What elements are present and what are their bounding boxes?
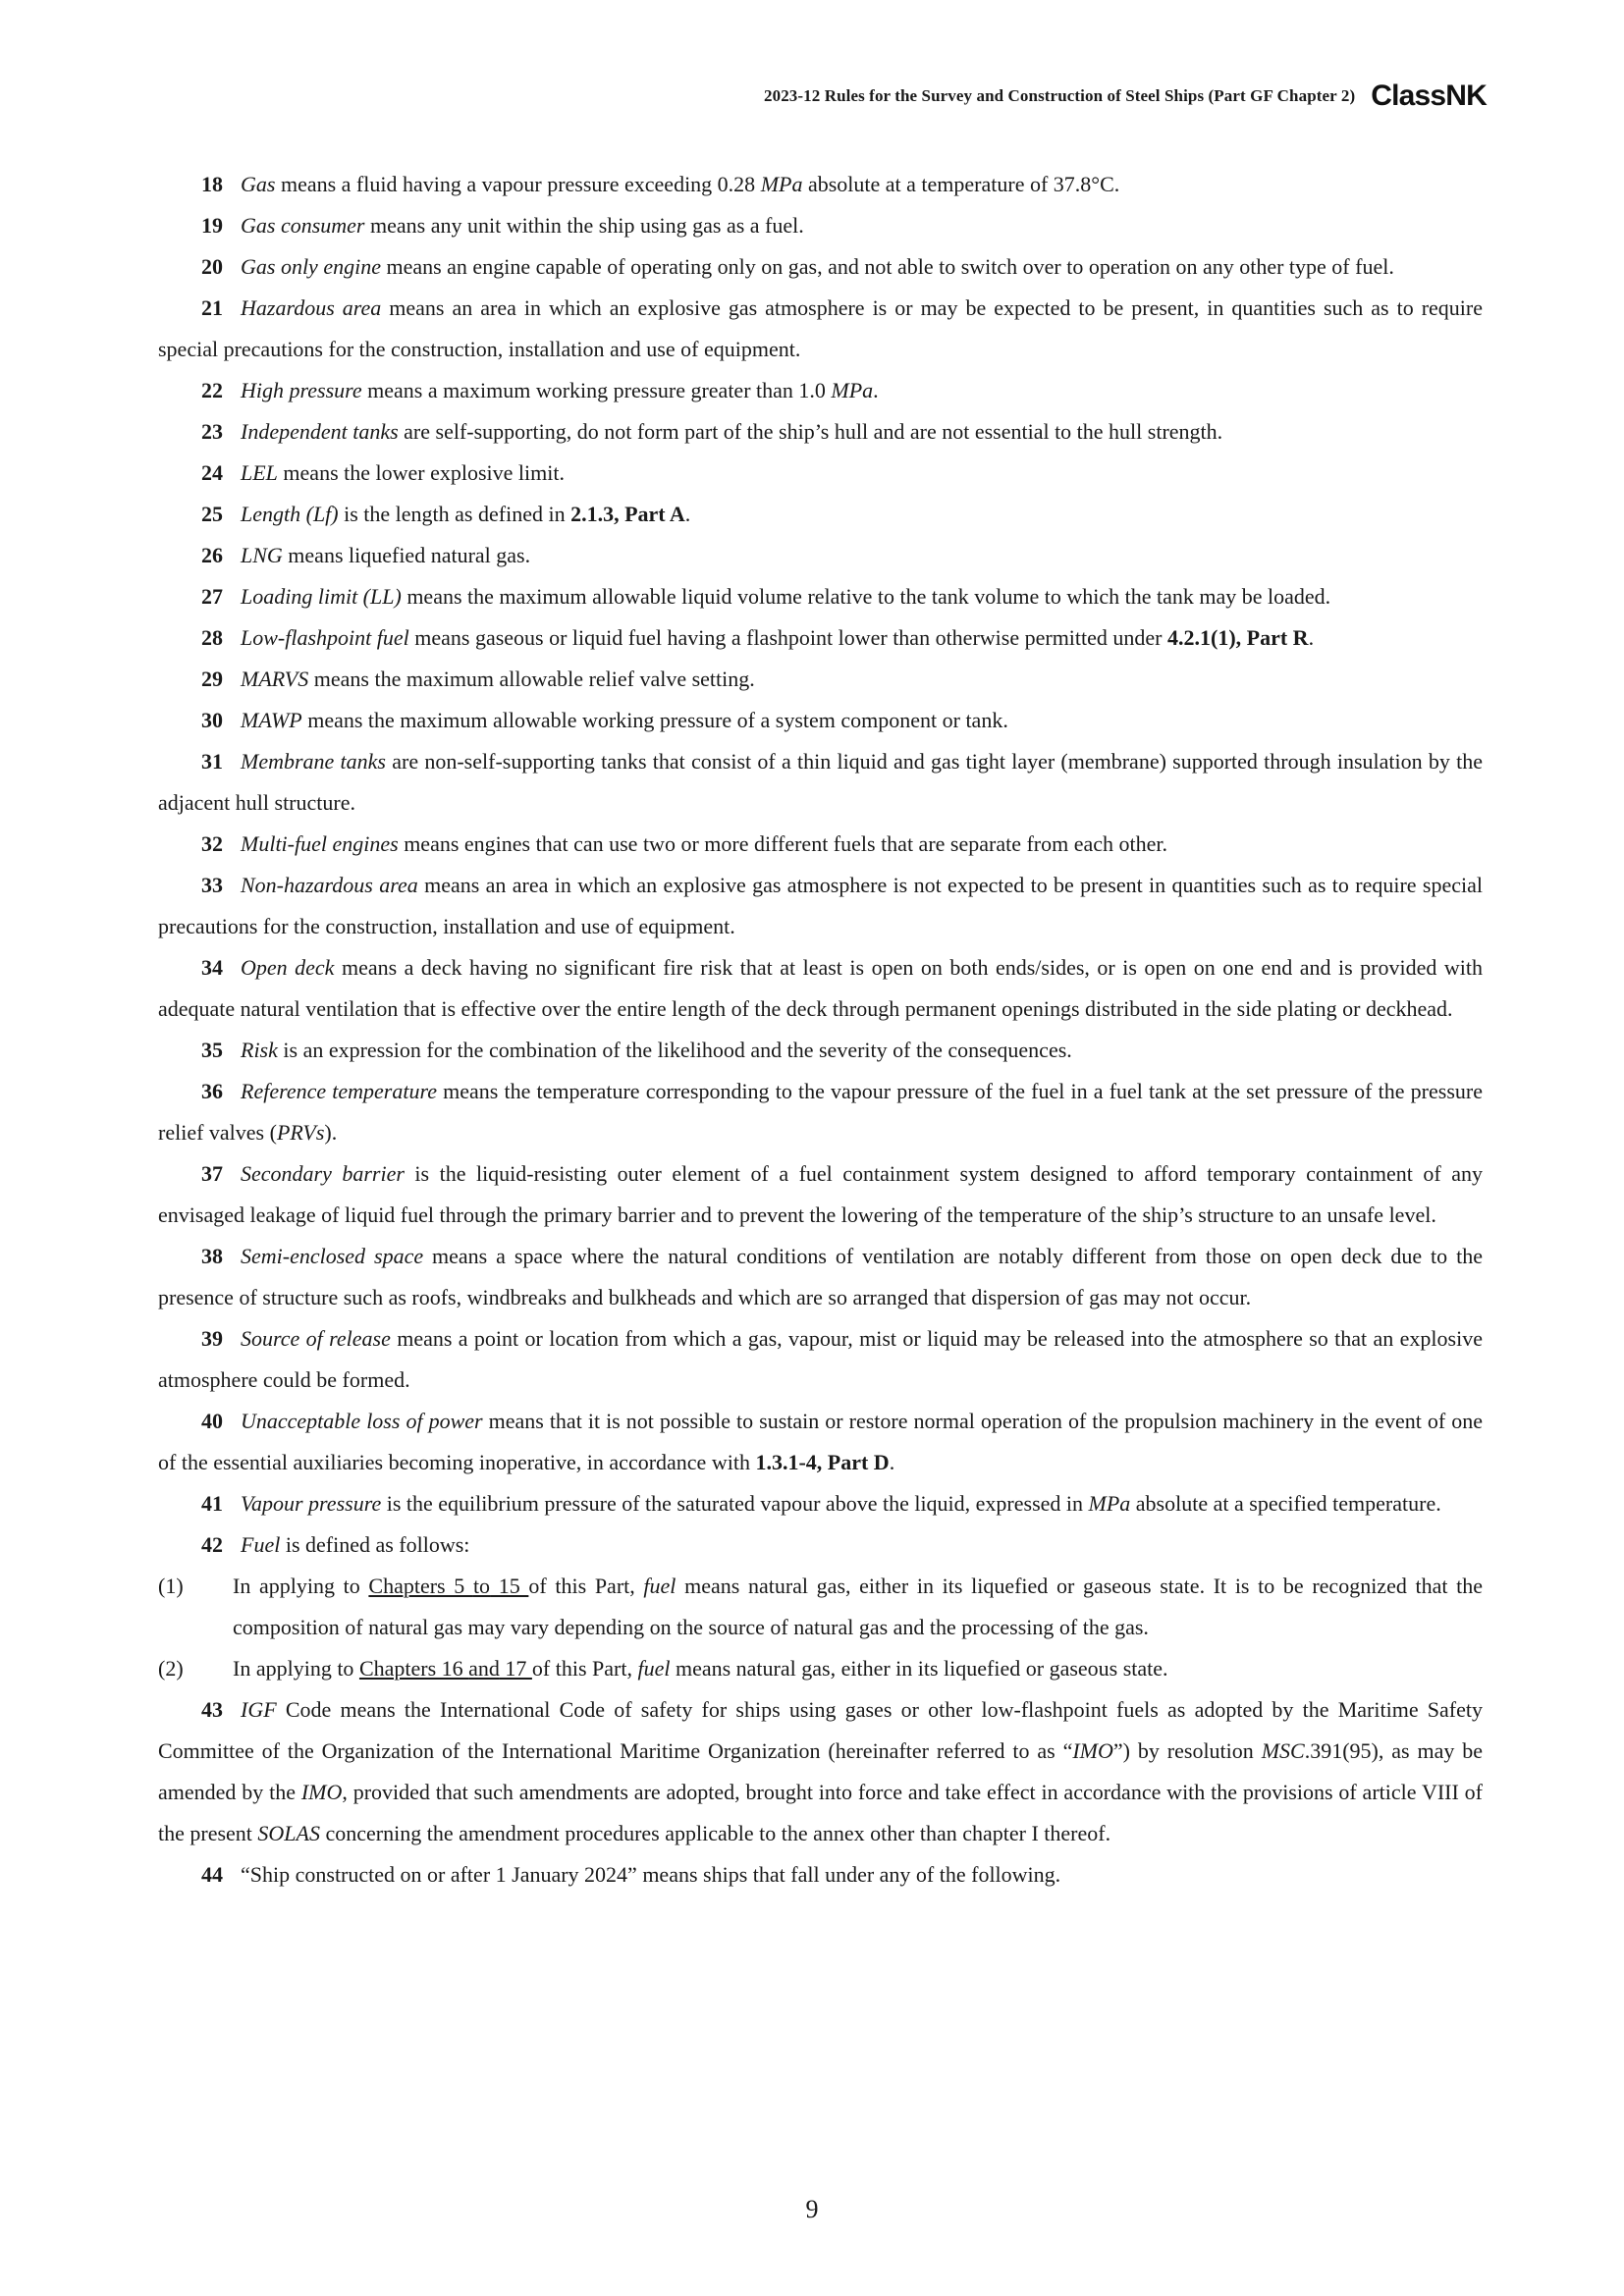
header-title: 2023-12 Rules for the Survey and Construction of Steel Ships (Part GF Chapter 2) [764,86,1356,105]
definition-item-31: 31 Membrane tanks are non-self-supporting tanks that consist of a thin liquid and gas tight layer (membrane) supported through insulation by the adjacent hull structure. [158,749,1484,815]
cross-reference: 1.3.1-4, Part D [755,1450,890,1474]
definition-item-35: 35 Risk is an expression for the combination of the likelihood and the severity of the consequences. [201,1038,1072,1062]
definition-item-41: 41 Vapour pressure is the equilibrium pressure of the saturated vapour above the liquid, expressed in MPa absolute at a specified temperature. [201,1491,1441,1516]
chapter-link[interactable]: 15 [490,1574,529,1598]
definition-item-26: 26 LNG means liquefied natural gas. [201,543,531,567]
definition-item-38: 38 Semi-enclosed space means a space where the natural conditions of ventilation are notably different from those on open deck due to the presence of structure such as roofs, windbreaks and bulkheads and which are so arranged that dispersion of gas may not occur. [158,1244,1483,1309]
definition-item-24: 24 LEL means the lower explosive limit. [201,460,565,485]
chapter-link[interactable]: Chapters 5 [368,1574,473,1598]
definition-item-28: 28 Low-flashpoint fuel means gaseous or liquid fuel having a flashpoint lower than otherwise permitted under 4.2.1(1), Part R. [201,625,1315,650]
definition-item-20: 20 Gas only engine means an engine capable of operating only on gas, and not able to switch over to operation on any other type of fuel. [201,254,1394,279]
page-header [764,77,1487,116]
chapter-link[interactable]: 17 [499,1656,532,1681]
definition-item-42: 42 Fuel is defined as follows: [201,1532,470,1557]
definitions-list [158,164,1483,1896]
definition-item-39: 39 Source of release means a point or location from which a gas, vapour, mist or liquid may be released into the atmosphere so that an explosive atmosphere could be formed. [158,1326,1483,1392]
definition-subitem-42-1: (1) In applying to Chapters 5 to 15 of this Part, fuel means natural gas, either in its liquefied or gaseous state. It is to be recognized that the composition of natural gas may vary depending on the source of natural gas and the processing of the gas. [158,1574,1484,1639]
definition-item-34: 34 Open deck means a deck having no significant fire risk that at least is open on both ends/sides, or is open on one end and is provided with adequate natural ventilation that is effective over the entire length of the deck through permanent openings distributed in the side plating or deckhead. [158,955,1483,1021]
classnk-logo: ClassNK [1371,80,1487,112]
page-number: 9 [805,2195,819,2223]
definition-item-21: 21 Hazardous area means an area in which an explosive gas atmosphere is or may be expected to be present, in quantities such as to require special precautions for the construction, installation and use of equipment. [158,295,1484,361]
definition-item-36: 36 Reference temperature means the temperature corresponding to the vapour pressure of the fuel in a fuel tank at the set pressure of the pressure relief valves (PRVs). [158,1079,1483,1145]
definition-item-32: 32 Multi-fuel engines means engines that can use two or more different fuels that are separate from each other. [201,831,1168,856]
definition-item-18: 18 Gas means a fluid having a vapour pressure exceeding 0.28 MPa absolute at a temperature of 37.8°C. [201,172,1120,196]
definition-item-23: 23 Independent tanks are self-supporting, do not form part of the ship’s hull and are not essential to the hull strength. [201,419,1223,444]
definition-item-33: 33 Non-hazardous area means an area in which an explosive gas atmosphere is not expected to be present in quantities such as to require special precautions for the construction, installation and use of equipment. [158,873,1483,938]
definition-item-43: 43 IGF Code means the International Code of safety for ships using gases or other low-flashpoint fuels as adopted by the Maritime Safety Committee of the Organization of the International Maritime Organization (hereinafter referred to as “IMO”) by resolution MSC.391(95), as may be amended by the IMO, provided that such amendments are adopted, brought into force and take effect in accordance with the provisions of article VIII of the present SOLAS concerning the amendment procedures applicable to the annex other than chapter I thereof. [158,1697,1483,1845]
definition-item-22: 22 High pressure means a maximum working pressure greater than 1.0 MPa. [201,378,879,402]
definition-item-44: 44 “Ship constructed on or after 1 January 2024” means ships that fall under any of the following. [201,1862,1061,1887]
definition-item-19: 19 Gas consumer means any unit within the ship using gas as a fuel. [201,213,804,238]
definition-item-27: 27 Loading limit (LL) means the maximum allowable liquid volume relative to the tank volume to which the tank may be loaded. [201,584,1331,609]
cross-reference: 2.1.3, Part A [570,502,685,526]
definition-item-37: 37 Secondary barrier is the liquid-resisting outer element of a fuel containment system designed to afford temporary containment of any envisaged leakage of liquid fuel through the primary barrier and to prevent the lowering of the temperature of the ship’s structure to an unsafe level. [158,1161,1483,1227]
definition-item-29: 29 MARVS means the maximum allowable relief valve setting. [201,667,755,691]
chapter-link[interactable]: Chapters 16 [358,1656,469,1681]
definition-item-40: 40 Unacceptable loss of power means that it is not possible to sustain or restore normal operation of the propulsion machinery in the event of one of the essential auxiliaries becoming inoperative, in accordance with 1.3.1-4, Part D. [158,1409,1483,1474]
definition-subitem-42-2: (2) In applying to Chapters 16 and 17 of this Part, fuel means natural gas, either in its liquefied or gaseous state. [158,1656,1168,1681]
definition-item-25: 25 Length (Lf) is the length as defined in 2.1.3, Part A. [201,502,691,526]
definition-item-30: 30 MAWP means the maximum allowable working pressure of a system component or tank. [201,708,1008,732]
cross-reference: 4.2.1(1), Part R [1167,625,1309,650]
